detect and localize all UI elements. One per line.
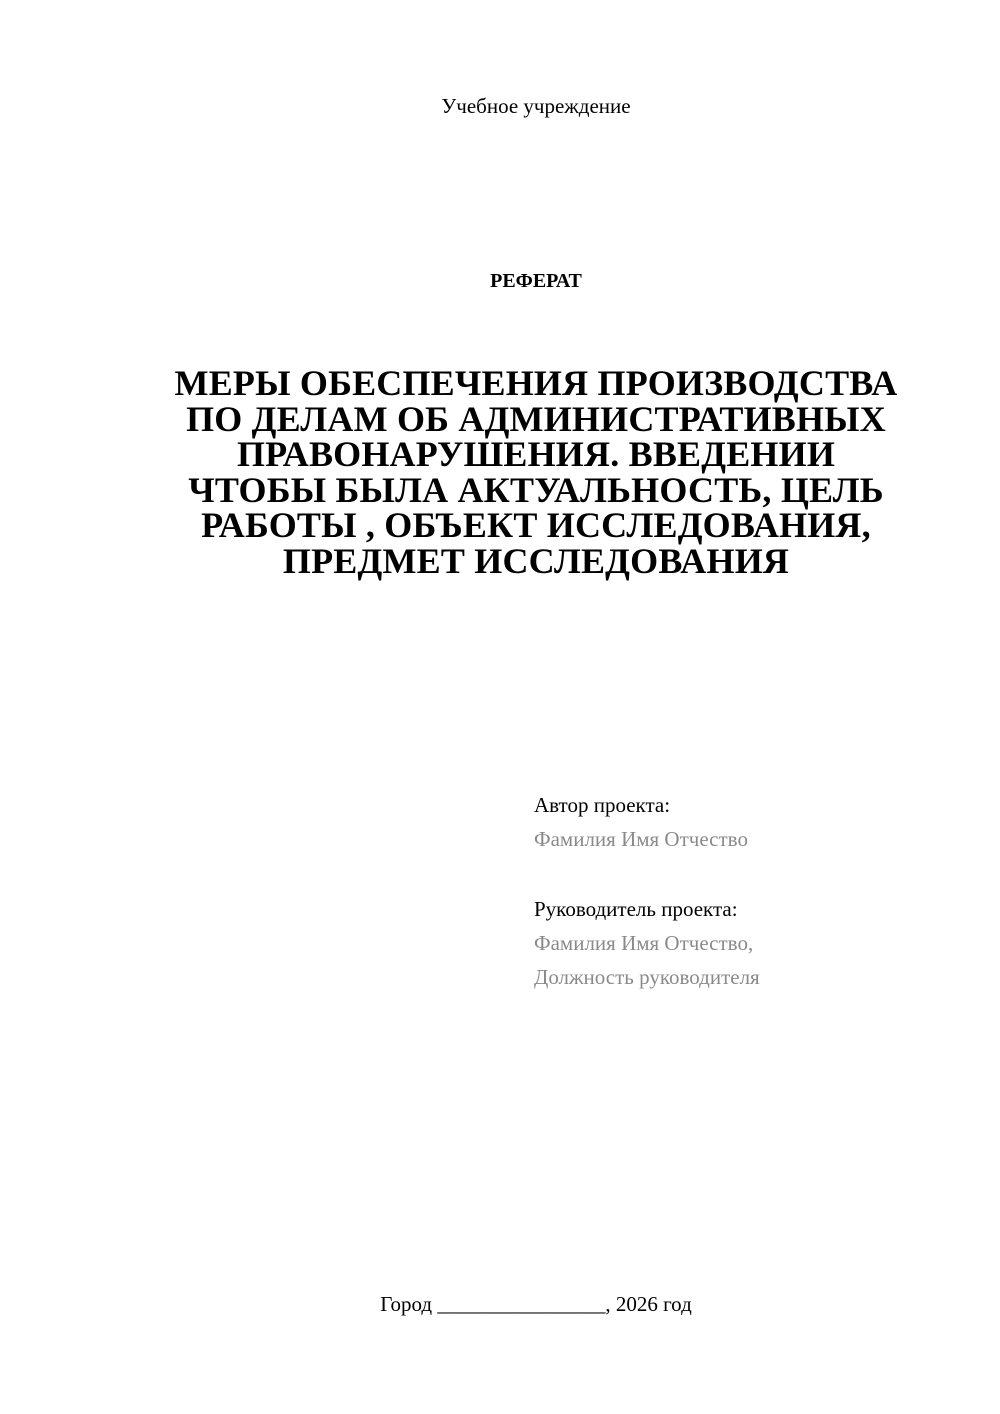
year-text: , 2026 год [605,1292,692,1316]
topic-line: РАБОТЫ , ОБЪЕКТ ИССЛЕДОВАНИЯ, [201,505,871,545]
credits-spacer [534,856,974,892]
topic-title [120,363,952,581]
document-type: РЕФЕРАТ [490,270,582,292]
topic-line: ПО ДЕЛАМ ОБ АДМИНИСТРАТИВНЫХ [186,398,886,439]
city-blank: ________________ [437,1292,606,1316]
topic-line: ПРЕДМЕТ ИССЛЕДОВАНИЯ [282,540,790,581]
city-year-line [0,1290,1000,1318]
supervisor-position: Должность руководителя [534,965,760,989]
topic-line: ПРАВОНАРУШЕНИЯ. ВВЕДЕНИИ [236,434,836,474]
supervisor-label: Руководитель проекта: [534,897,738,921]
institution-name: Учебное учреждение [441,94,631,118]
topic-line: ЧТОБЫ БЫЛА АКТУАЛЬНОСТЬ, ЦЕЛЬ [188,469,884,510]
city-label: Город [380,1292,433,1316]
topic-line: МЕРЫ ОБЕСПЕЧЕНИЯ ПРОИЗВОДСТВА [174,363,898,403]
author-label: Автор проекта: [534,793,671,817]
author-name: Фамилия Имя Отчество [534,827,748,851]
supervisor-name: Фамилия Имя Отчество, [534,931,754,955]
credits-block [534,788,974,994]
